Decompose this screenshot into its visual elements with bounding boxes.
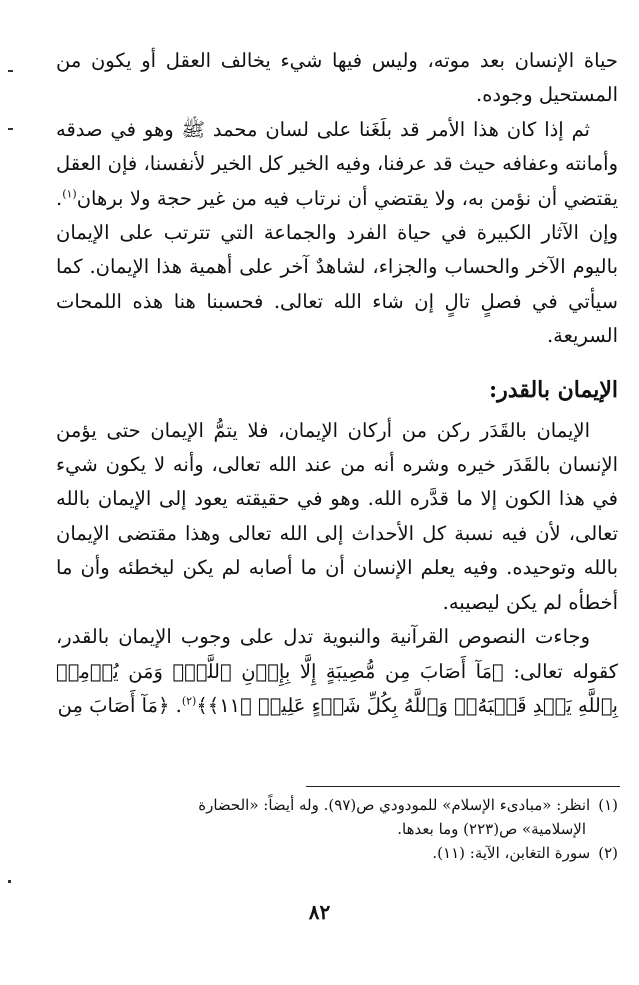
- page-number: ٨٢: [308, 900, 331, 924]
- paragraph-quran-evidence: وجاءت النصوص القرآنية والنبوية تدل على وجوب الإيمان بالقدر، كقوله تعالى: ﴿مَآ أَصَابَ مِن مُّصِيبَةٍ إِلَّا بِإِذۡنِ ٱللَّهِۗ وَمَن يُؤۡمِنۢ بِٱللَّهِ يَهۡدِ قَلۡبَهُۥۚ وَٱللَّهُ بِكُلِّ شَيۡءٍ عَلِيمٞ ﴿١١﴾﴾$^{(٢)}$. ﴿مَآ أَصَابَ مِن: [56, 625, 619, 717]
- paragraph-qadar-definition-text: الإيمان بالقَدَر ركن من أركان الإيمان، فلا يتمُّ الإيمان حتى يؤمن الإنسان بالقَدَر خيره وشره أنه من عند الله تعالى، وأنه لا يكون شيء في هذا الكون إلا ما قدَّره الله. وهو في حقيقته يعود إلى الإيمان بالله تعالى، لأن فيه نسبة كل الأحداث إلى الله تعالى وهذا مقتضى الإيمان بالله وتوحيده. وفيه يعلم الإنسان أن ما أصابه لم يكن ليخطئه وأن ما أخطأه لم يكن ليصيبه.: [56, 418, 618, 614]
- footnotes: [56, 793, 618, 865]
- paragraph-prophet-message: [56, 113, 618, 354]
- footnote-2-text: سورة التغابن، الآية: (١١).: [432, 844, 591, 862]
- quran-verse-continuation: ﴿مَآ أَصَابَ مِن: [57, 693, 170, 717]
- footnote-2-number: (٢): [598, 844, 618, 862]
- footnote-2: [56, 841, 618, 865]
- footnote-1-line-1: انظر: «مبادىء الإسلام» للمودودي ص(٩٧). وله أيضاً: «الحضارة: [198, 796, 591, 814]
- footnote-1: [56, 793, 618, 841]
- paragraph-prophet-message-text: ثم إذا كان هذا الأمر قد بلَغَنا على لسان محمد ﷺ وهو في صدقه وأمانته وعفافه حيث قد عرفنا، وفيه الخير كل الخير لأنفسنا، فإن العقل يقتضي أن نؤمن به، ولا يقتضي أن نرتاب فيه من غير حجة ولا برهان: [56, 117, 618, 210]
- paragraph-prophet-message-tail: . وإن الآثار الكبيرة في حياة الفرد والجماعة التي تترتب على الإيمان باليوم الآخر والحساب والجزاء، لشاهدٌ آخر على أهمية هذا الإيمان. كما سيأتي في فصلٍ تالٍ إن شاء الله تعالى. فحسبنا هنا هذه اللمحات السريعة.: [56, 186, 618, 348]
- section-heading-qadar: الإيمان بالقدر:: [489, 376, 618, 403]
- quran-intro-text: وجاءت النصوص القرآنية والنبوية تدل على وجوب الإيمان بالقدر، كقوله تعالى:: [56, 625, 619, 683]
- footnote-1-number: (١): [598, 796, 618, 814]
- quran-verse-taghabun: ﴿مَآ أَصَابَ مِن مُّصِيبَةٍ إِلَّا بِإِذۡنِ ٱللَّهِۗ وَمَن يُؤۡمِنۢ بِٱللَّهِ يَهۡدِ قَلۡبَهُۥۚ وَٱللَّهُ بِكُلِّ شَيۡءٍ عَلِيمٞ ﴿١١﴾﴾: [56, 659, 618, 717]
- paragraph-afterlife-end-text: حياة الإنسان بعد موته، وليس فيها شيء يخالف العقل أو يكون من المستحيل وجوده.: [56, 49, 618, 107]
- footnote-ref-2[interactable]: (٢): [181, 694, 197, 708]
- footnote-ref-1[interactable]: (١): [62, 187, 77, 201]
- paragraph-afterlife-end: [56, 44, 618, 113]
- scan-mark: [8, 128, 13, 130]
- scan-mark: [8, 70, 13, 72]
- scan-mark: [8, 880, 11, 883]
- footnote-1-line-2: الإسلامية» ص(٢٢٣) وما بعدها.: [397, 820, 586, 838]
- footnote-separator: [306, 786, 620, 787]
- page-body: [56, 44, 618, 723]
- paragraph-qadar-definition: [56, 414, 618, 620]
